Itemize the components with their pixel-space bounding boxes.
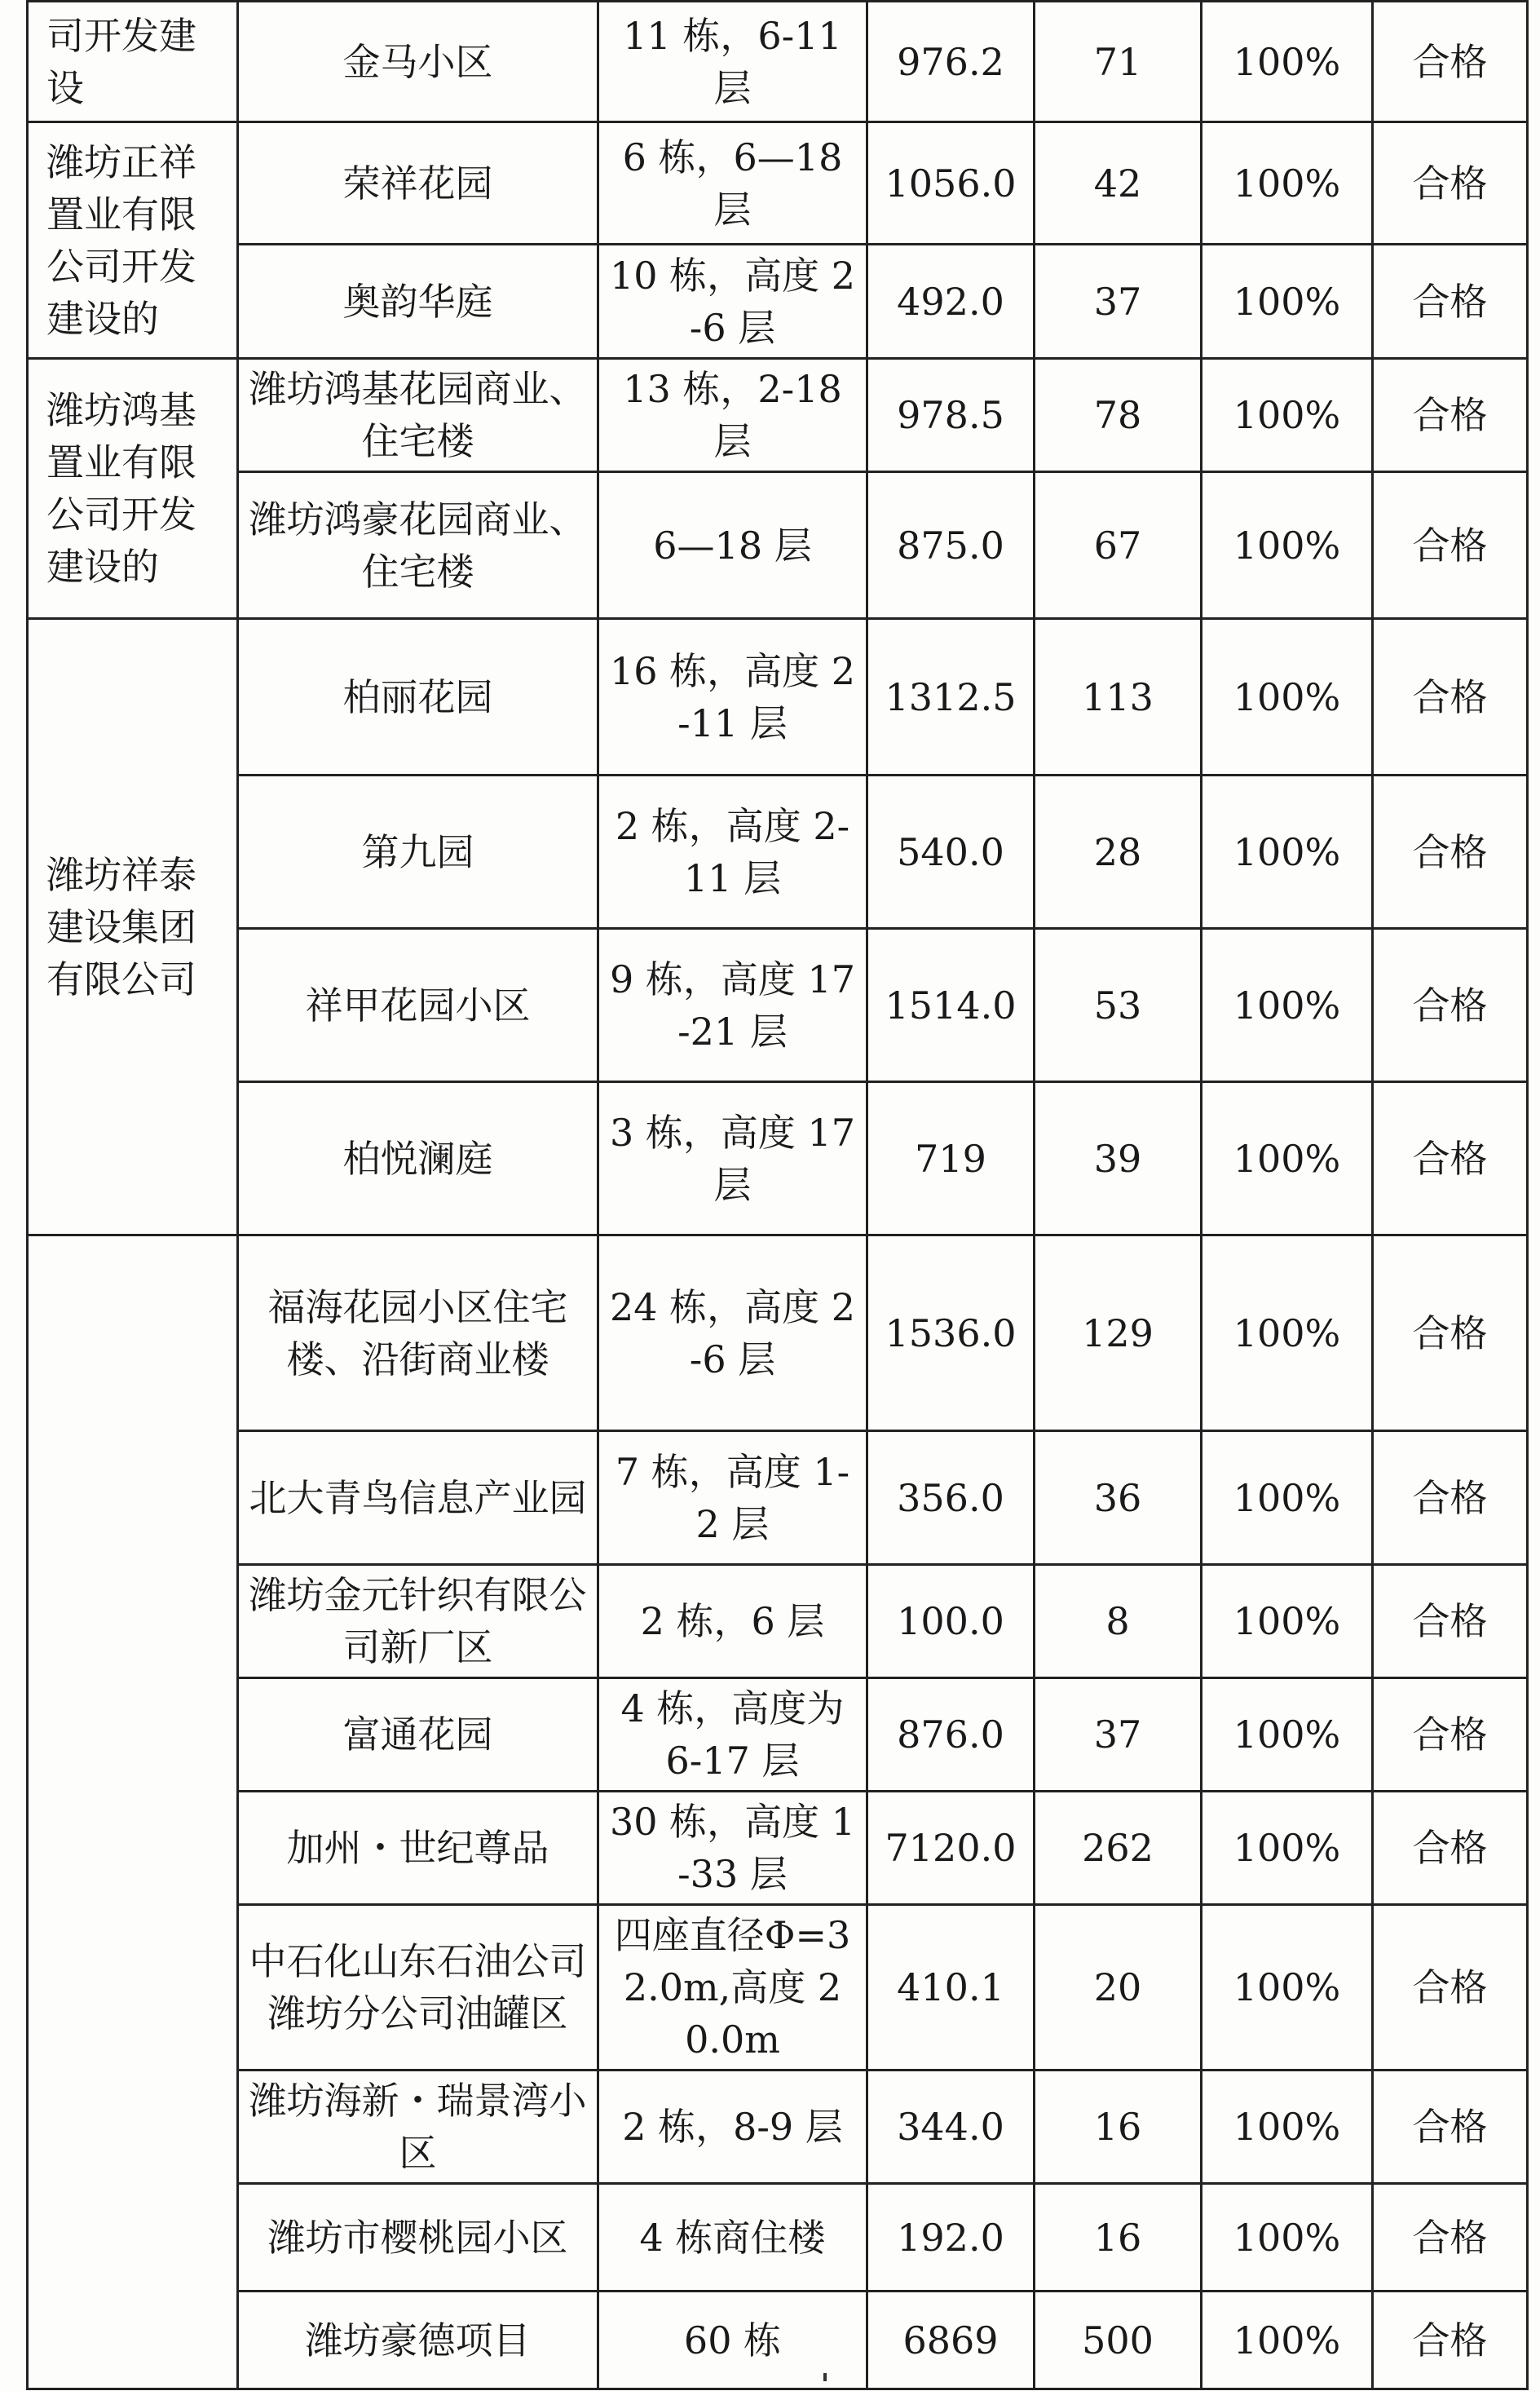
rate-cell: 100% <box>1202 776 1373 929</box>
result-cell: 合格 <box>1373 472 1528 619</box>
area-cell: 100.0 <box>867 1565 1035 1678</box>
result-cell: 合格 <box>1373 776 1528 929</box>
area-cell: 875.0 <box>867 472 1035 619</box>
scale-cell: 7 栋，高度 1-2 层 <box>598 1431 867 1565</box>
rate-cell: 100% <box>1202 122 1373 245</box>
rate-cell: 100% <box>1202 2071 1373 2184</box>
result-cell: 合格 <box>1373 1792 1528 1905</box>
project-cell: 潍坊鸿基花园商业、住宅楼 <box>238 359 598 472</box>
table-row <box>28 1565 1528 1678</box>
table-row <box>28 776 1528 929</box>
area-cell: 1536.0 <box>867 1235 1035 1431</box>
scale-cell: 4 栋商住楼 <box>598 2184 867 2292</box>
scale-cell: 4 栋，高度为 6-17 层 <box>598 1678 867 1792</box>
rate-cell: 100% <box>1202 1235 1373 1431</box>
result-cell: 合格 <box>1373 122 1528 245</box>
count-cell: 16 <box>1035 2071 1202 2184</box>
developer-cell <box>28 1235 238 2389</box>
project-cell: 福海花园小区住宅楼、沿街商业楼 <box>238 1235 598 1431</box>
area-cell: 978.5 <box>867 359 1035 472</box>
count-cell: 129 <box>1035 1235 1202 1431</box>
area-cell: 1056.0 <box>867 122 1035 245</box>
scale-cell: 11 栋，6-11 层 <box>598 2 867 122</box>
project-cell: 富通花园 <box>238 1678 598 1792</box>
table-row <box>28 2071 1528 2184</box>
project-cell: 荣祥花园 <box>238 122 598 245</box>
project-cell: 第九园 <box>238 776 598 929</box>
scale-cell: 9 栋，高度 17-21 层 <box>598 929 867 1082</box>
developer-cell: 潍坊正祥置业有限公司开发建设的 <box>28 122 238 359</box>
rate-cell: 100% <box>1202 1905 1373 2071</box>
project-cell: 潍坊金元针织有限公司新厂区 <box>238 1565 598 1678</box>
project-cell: 柏悦澜庭 <box>238 1082 598 1235</box>
scale-cell: 24 栋，高度 2-6 层 <box>598 1235 867 1431</box>
table-row <box>28 619 1528 776</box>
count-cell: 78 <box>1035 359 1202 472</box>
count-cell: 67 <box>1035 472 1202 619</box>
count-cell: 37 <box>1035 1678 1202 1792</box>
project-cell: 祥甲花园小区 <box>238 929 598 1082</box>
scale-cell: 2 栋，高度 2-11 层 <box>598 776 867 929</box>
developer-cell: 潍坊鸿基置业有限公司开发建设的 <box>28 359 238 619</box>
rate-cell: 100% <box>1202 245 1373 359</box>
developer-cell: 司开发建设 <box>28 2 238 122</box>
result-cell: 合格 <box>1373 359 1528 472</box>
scale-cell: 13 栋，2-18 层 <box>598 359 867 472</box>
result-cell: 合格 <box>1373 1431 1528 1565</box>
rate-cell: 100% <box>1202 619 1373 776</box>
count-cell: 262 <box>1035 1792 1202 1905</box>
count-cell: 37 <box>1035 245 1202 359</box>
result-cell: 合格 <box>1373 1565 1528 1678</box>
count-cell: 113 <box>1035 619 1202 776</box>
table-row <box>28 359 1528 472</box>
scale-cell: 6 栋，6—18 层 <box>598 122 867 245</box>
inspection-table <box>26 0 1529 2390</box>
project-cell: 柏丽花园 <box>238 619 598 776</box>
scale-cell: 16 栋，高度 2-11 层 <box>598 619 867 776</box>
area-cell: 492.0 <box>867 245 1035 359</box>
table-row <box>28 1792 1528 1905</box>
developer-cell: 潍坊祥泰建设集团有限公司 <box>28 619 238 1235</box>
result-cell: 合格 <box>1373 1082 1528 1235</box>
scale-cell: 10 栋，高度 2-6 层 <box>598 245 867 359</box>
count-cell: 36 <box>1035 1431 1202 1565</box>
rate-cell: 100% <box>1202 2292 1373 2389</box>
count-cell: 20 <box>1035 1905 1202 2071</box>
project-cell: 加州・世纪尊品 <box>238 1792 598 1905</box>
scale-cell: 30 栋，高度 1-33 层 <box>598 1792 867 1905</box>
table-row <box>28 1905 1528 2071</box>
project-cell: 潍坊豪德项目 <box>238 2292 598 2389</box>
count-cell: 42 <box>1035 122 1202 245</box>
table-row <box>28 1082 1528 1235</box>
result-cell: 合格 <box>1373 1678 1528 1792</box>
area-cell: 1514.0 <box>867 929 1035 1082</box>
area-cell: 7120.0 <box>867 1792 1035 1905</box>
count-cell: 39 <box>1035 1082 1202 1235</box>
area-cell: 876.0 <box>867 1678 1035 1792</box>
result-cell: 合格 <box>1373 245 1528 359</box>
scale-cell: 3 栋，高度 17 层 <box>598 1082 867 1235</box>
result-cell: 合格 <box>1373 1905 1528 2071</box>
table-row <box>28 1678 1528 1792</box>
result-cell: 合格 <box>1373 2071 1528 2184</box>
rate-cell: 100% <box>1202 472 1373 619</box>
table-row <box>28 2184 1528 2292</box>
rate-cell: 100% <box>1202 359 1373 472</box>
table-row <box>28 929 1528 1082</box>
table-row <box>28 245 1528 359</box>
table-row <box>28 2292 1528 2389</box>
table-row <box>28 2 1528 122</box>
result-cell: 合格 <box>1373 619 1528 776</box>
rate-cell: 100% <box>1202 1082 1373 1235</box>
scale-cell: 四座直径Φ=32.0m,高度 20.0m <box>598 1905 867 2071</box>
area-cell: 344.0 <box>867 2071 1035 2184</box>
count-cell: 53 <box>1035 929 1202 1082</box>
table-row <box>28 1431 1528 1565</box>
result-cell: 合格 <box>1373 2292 1528 2389</box>
area-cell: 6869 <box>867 2292 1035 2389</box>
rate-cell: 100% <box>1202 2 1373 122</box>
page-mark <box>823 2373 827 2381</box>
scale-cell: 2 栋，6 层 <box>598 1565 867 1678</box>
project-cell: 中石化山东石油公司潍坊分公司油罐区 <box>238 1905 598 2071</box>
table-row <box>28 122 1528 245</box>
rate-cell: 100% <box>1202 1565 1373 1678</box>
area-cell: 540.0 <box>867 776 1035 929</box>
rate-cell: 100% <box>1202 1678 1373 1792</box>
result-cell: 合格 <box>1373 1235 1528 1431</box>
scale-cell: 2 栋，8-9 层 <box>598 2071 867 2184</box>
project-cell: 金马小区 <box>238 2 598 122</box>
count-cell: 16 <box>1035 2184 1202 2292</box>
rate-cell: 100% <box>1202 2184 1373 2292</box>
area-cell: 719 <box>867 1082 1035 1235</box>
count-cell: 500 <box>1035 2292 1202 2389</box>
count-cell: 71 <box>1035 2 1202 122</box>
rate-cell: 100% <box>1202 1431 1373 1565</box>
result-cell: 合格 <box>1373 2 1528 122</box>
project-cell: 奥韵华庭 <box>238 245 598 359</box>
count-cell: 28 <box>1035 776 1202 929</box>
result-cell: 合格 <box>1373 2184 1528 2292</box>
result-cell: 合格 <box>1373 929 1528 1082</box>
project-cell: 潍坊海新・瑞景湾小区 <box>238 2071 598 2184</box>
area-cell: 192.0 <box>867 2184 1035 2292</box>
area-cell: 976.2 <box>867 2 1035 122</box>
area-cell: 1312.5 <box>867 619 1035 776</box>
project-cell: 潍坊市樱桃园小区 <box>238 2184 598 2292</box>
project-cell: 北大青鸟信息产业园 <box>238 1431 598 1565</box>
count-cell: 8 <box>1035 1565 1202 1678</box>
rate-cell: 100% <box>1202 1792 1373 1905</box>
scale-cell: 60 栋 <box>598 2292 867 2389</box>
table-row <box>28 472 1528 619</box>
table-row <box>28 1235 1528 1431</box>
project-cell: 潍坊鸿豪花园商业、住宅楼 <box>238 472 598 619</box>
scale-cell: 6—18 层 <box>598 472 867 619</box>
area-cell: 356.0 <box>867 1431 1035 1565</box>
rate-cell: 100% <box>1202 929 1373 1082</box>
area-cell: 410.1 <box>867 1905 1035 2071</box>
